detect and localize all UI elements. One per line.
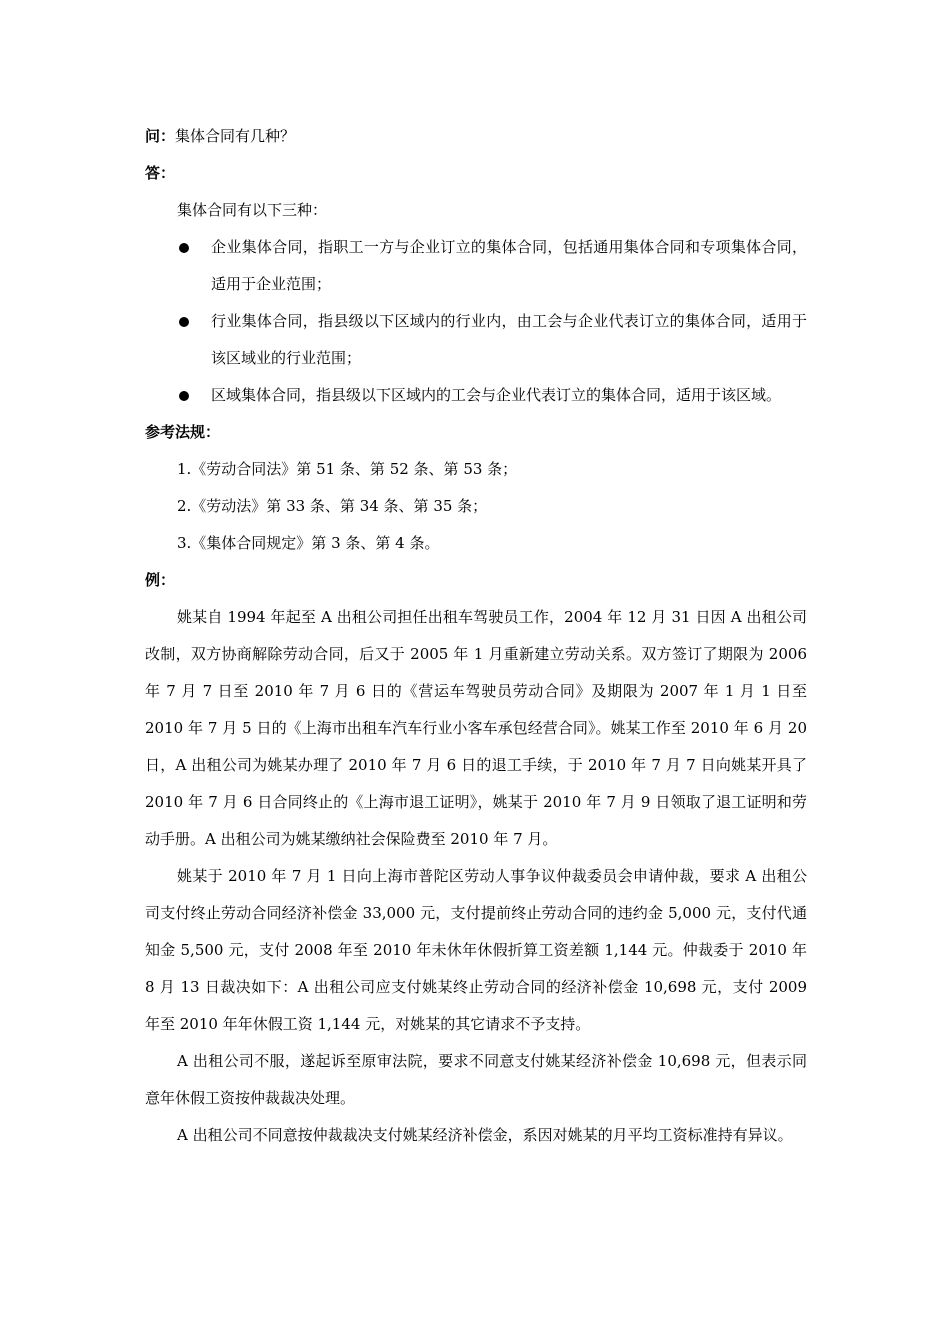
reference-item: 2.《劳动法》第 33 条、第 34 条、第 35 条； <box>177 497 488 515</box>
example-paragraph: A 出租公司不同意按仲裁裁决支付姚某经济补偿金，系因对姚某的月平均工资标准持有异议。 <box>177 1126 793 1144</box>
bullet-text: 行业集体合同，指县级以下区域内的行业内，由工会与企业代表订立的集体合同，适用于该区域业的行业范围； <box>211 312 807 367</box>
answer-label: 答： <box>145 164 176 182</box>
example-paragraph: A 出租公司不服，遂起诉至原审法院，要求不同意支付姚某经济补偿金 10,698 元，但表示同意年休假工资按仲裁裁决处理。 <box>145 1052 807 1107</box>
bullet-item <box>145 229 807 303</box>
bullet-item <box>145 303 807 377</box>
bullet-dot-icon <box>179 243 189 253</box>
reference-item: 1.《劳动合同法》第 51 条、第 52 条、第 53 条； <box>177 460 518 478</box>
bullet-dot-icon <box>179 391 189 401</box>
answer-intro: 集体合同有以下三种： <box>177 201 328 219</box>
bullet-text: 区域集体合同，指县级以下区域内的工会与企业代表订立的集体合同，适用于该区域。 <box>211 386 782 404</box>
bullet-text: 企业集体合同，指职工一方与企业订立的集体合同，包括通用集体合同和专项集体合同，适用于企业范围； <box>211 238 807 293</box>
question-line <box>145 118 807 155</box>
example-paragraph: 姚某自 1994 年起至 A 出租公司担任出租车驾驶员工作，2004 年 12 月 31 日因 A 出租公司改制，双方协商解除劳动合同，后又于 2005 年 1 月重新建立劳动关系。双方签订了期限为 2006 年 7 月 7 日至 2010 年 7 月 6 日的《营运车驾驶员劳动合同》及期限为 2007 年 1 月 1 日至 2010 年 7 月 5 日的《上海市出租车汽车行业小客车承包经营合同》。姚某工作至 2010 年 6 月 20 日，A 出租公司为姚某办理了 2010 年 7 月 6 日的退工手续，于 2010 年 7 月 7 日向姚某开具了 2010 年 7 月 6 日合同终止的《上海市退工证明》，姚某于 2010 年 7 月 9 日领取了退工证明和劳动手册。A 出租公司为姚某缴纳社会保险费至 2010 年 7 月。 <box>145 608 807 848</box>
bullet-dot-icon <box>179 317 189 327</box>
references-label: 参考法规： <box>145 423 221 441</box>
document-page <box>145 118 807 1154</box>
question-label: 问： <box>145 127 176 145</box>
question-text: 集体合同有几种？ <box>175 127 296 145</box>
bullet-item <box>145 377 807 414</box>
reference-item: 3.《集体合同规定》第 3 条、第 4 条。 <box>177 534 440 552</box>
example-label: 例： <box>145 571 176 589</box>
example-paragraph: 姚某于 2010 年 7 月 1 日向上海市普陀区劳动人事争议仲裁委员会申请仲裁，要求 A 出租公司支付终止劳动合同经济补偿金 33,000 元，支付提前终止劳动合同的违约金 5,000 元，支付代通知金 5,500 元，支付 2008 年至 2010 年未休年休假折算工资差额 1,144 元。仲裁委于 2010 年 8 月 13 日裁决如下：A 出租公司应支付姚某终止劳动合同的经济补偿金 10,698 元，支付 2009 年至 2010 年年休假工资 1,144 元，对姚某的其它请求不予支持。 <box>145 867 807 1033</box>
